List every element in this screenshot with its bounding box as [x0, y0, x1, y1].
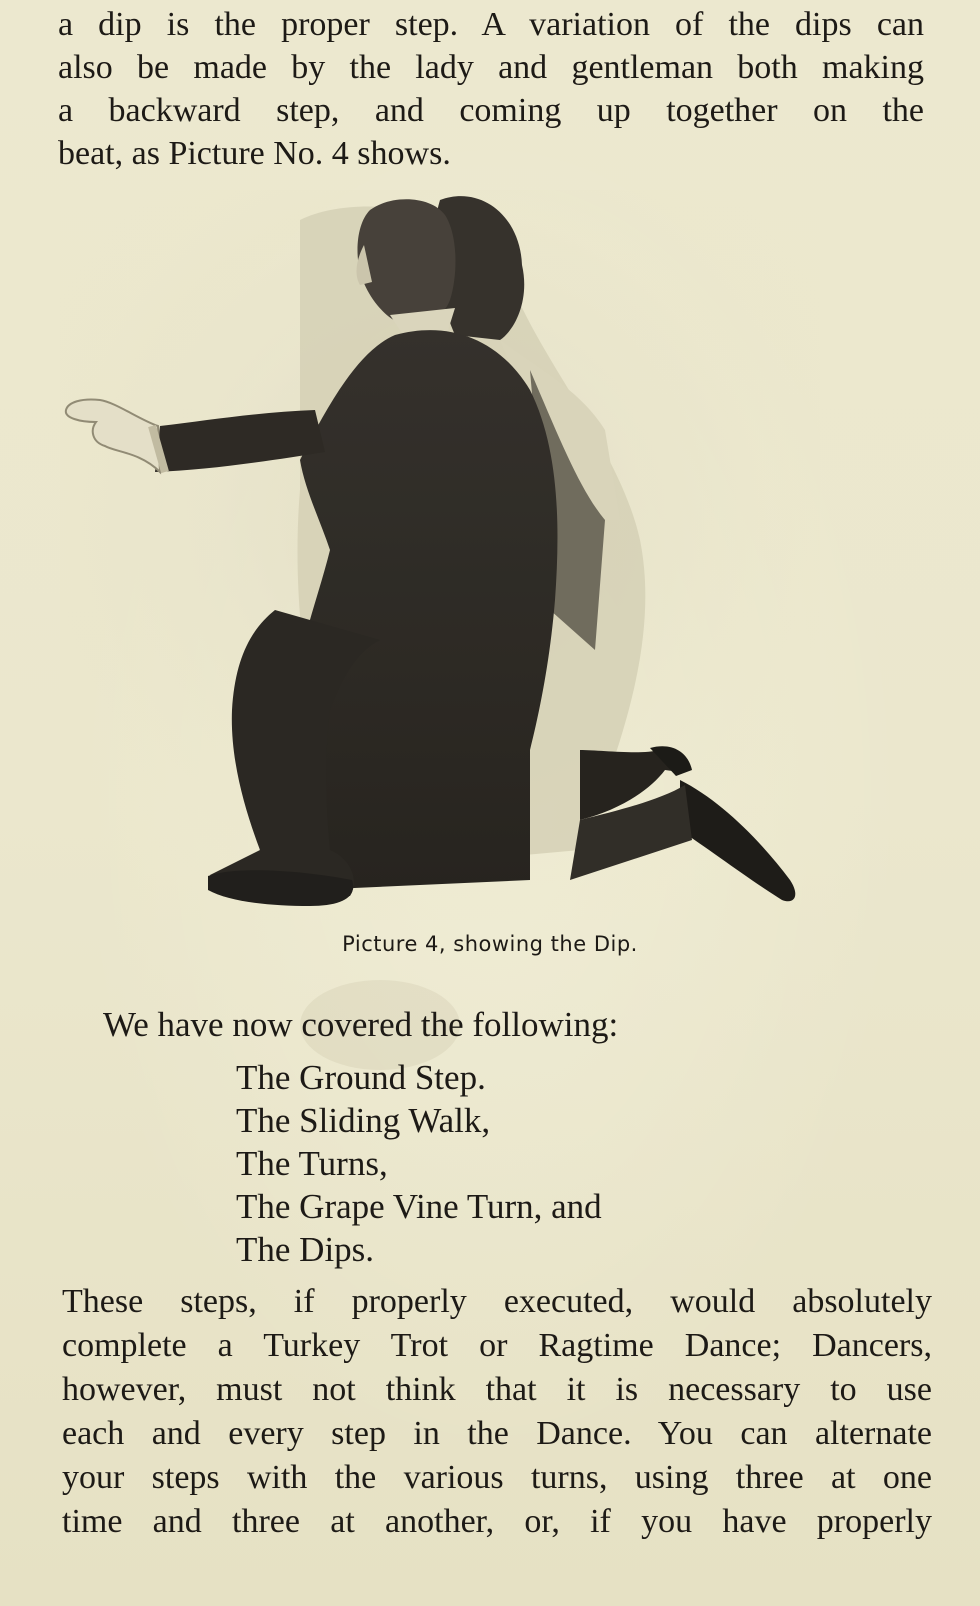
closing-line: however, must not think that it is necessary to use: [62, 1371, 932, 1408]
intro-line: a backward step, and coming up together on the: [58, 92, 924, 129]
intro-line: beat, as Picture No. 4 shows.: [58, 135, 451, 172]
closing-line: each and every step in the Dance. You can alternate: [62, 1415, 932, 1452]
summary-lead: We have now covered the following:: [103, 1005, 619, 1044]
closing-line: your steps with the various turns, using three at one: [62, 1459, 932, 1496]
closing-line: time and three at another, or, if you have properly: [62, 1503, 932, 1540]
intro-paragraph: [58, 3, 924, 175]
list-item: The Sliding Walk,: [236, 1101, 491, 1140]
steps-list: [236, 1056, 602, 1271]
intro-line: also be made by the lady and gentleman both making: [58, 49, 924, 86]
list-item: The Ground Step.: [236, 1058, 486, 1097]
closing-line: complete a Turkey Trot or Ragtime Dance; Dancers,: [62, 1327, 932, 1364]
dip-photograph: [60, 190, 820, 920]
intro-line: a dip is the proper step. A variation of the dips can: [58, 6, 924, 43]
closing-paragraph: [62, 1280, 932, 1544]
figure-caption: Picture 4, showing the Dip.: [342, 932, 638, 956]
list-item: The Grape Vine Turn, and: [236, 1187, 602, 1226]
closing-line: These steps, if properly executed, would absolutely: [62, 1283, 932, 1320]
list-item: The Turns,: [236, 1144, 388, 1183]
list-item: The Dips.: [236, 1230, 375, 1269]
